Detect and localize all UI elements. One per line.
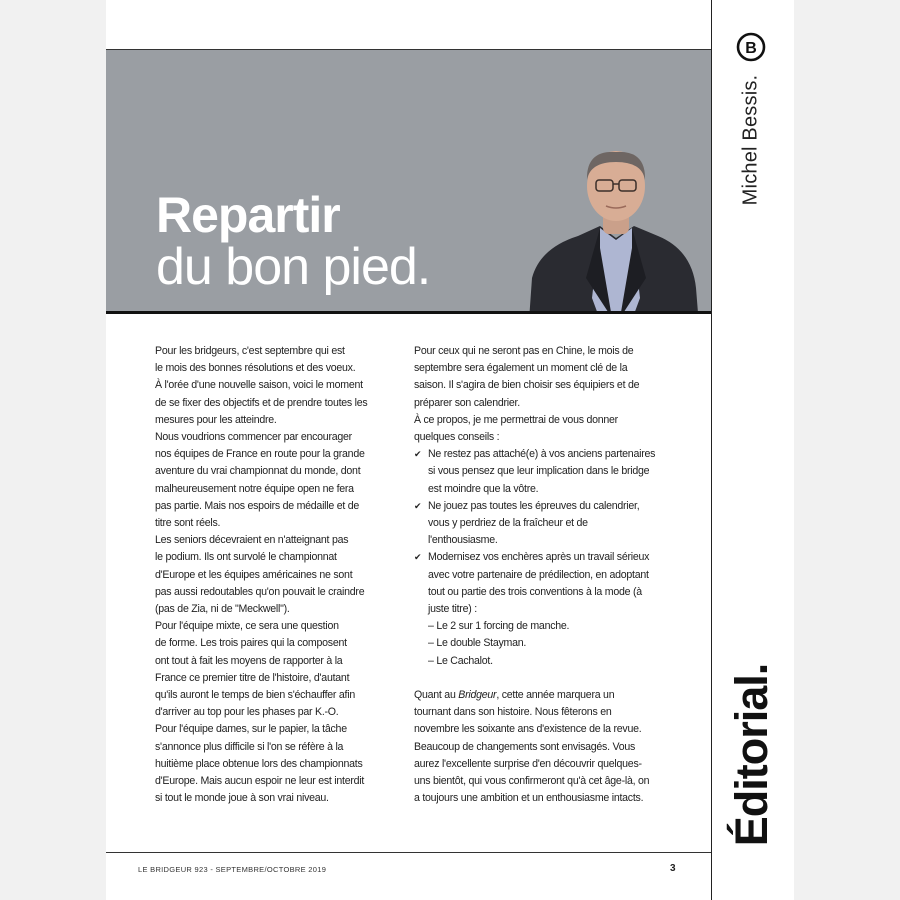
text-line: Pour les bridgeurs, c'est septembre qui est bbox=[155, 345, 345, 357]
advice-list bbox=[414, 446, 682, 618]
title-banner bbox=[106, 50, 711, 311]
advice-line: juste titre) : bbox=[428, 603, 477, 616]
page-number: 3 bbox=[670, 863, 676, 874]
author-logo-icon bbox=[736, 32, 766, 62]
text-line: a toujours une ambition et un enthousiasme intacts. bbox=[414, 792, 644, 805]
text-line: Pour ceux qui ne seront pas en Chine, le mois de bbox=[414, 345, 634, 357]
convention-item: – Le double Stayman. bbox=[428, 637, 527, 650]
text-line: s'annonce plus difficile si l'on se réfère à la bbox=[155, 740, 344, 753]
text-line: pas aussi redoutables qu'on pouvait le craindre bbox=[155, 585, 365, 598]
footer-publication: LE BRIDGEUR 923 - SEPTEMBRE/OCTOBRE 2019 bbox=[138, 865, 327, 874]
text-line: À ce propos, je me permettrai de vous donner bbox=[414, 413, 618, 426]
advice-line: Ne jouez pas toutes les épreuves du calendrier, bbox=[428, 499, 640, 512]
text-line: À l'orée d'une nouvelle saison, voici le moment bbox=[155, 379, 363, 392]
text-line: Beaucoup de changements sont envisagés. Vous bbox=[414, 740, 636, 753]
text-line: qu'ils auront le temps de bien s'échauffer afin bbox=[155, 689, 355, 702]
convention-item: – Le Cachalot. bbox=[428, 654, 493, 667]
text-line: huitième place obtenue lors des championnats bbox=[155, 757, 363, 770]
text-line: tournant dans son histoire. Nous fêterons en bbox=[414, 706, 612, 719]
closing-paragraph bbox=[414, 704, 682, 807]
banner-rule bbox=[106, 311, 711, 314]
advice-line: l'enthousiasme. bbox=[428, 534, 498, 547]
text-line: d'arriver au top pour les phases par K.-O. bbox=[155, 706, 339, 719]
text-line: préparer son calendrier. bbox=[414, 396, 520, 409]
advice-line: vous y perdriez de la fraîcheur et de bbox=[428, 517, 588, 530]
text-line: pas partie. Mais nos espoirs de médaille et de bbox=[155, 499, 360, 512]
text-line: aurez l'excellente surprise d'en découvrir quelques- bbox=[414, 757, 642, 770]
footer-rule bbox=[106, 852, 711, 853]
text-line: France ce premier titre de l'histoire, d'autant bbox=[155, 671, 350, 684]
text-line: nos équipes de France en route pour la grande bbox=[155, 448, 365, 461]
text-line: si tout le monde joue à son vrai niveau. bbox=[155, 792, 329, 805]
logo-letter: B bbox=[745, 40, 757, 57]
text-line: quelques conseils : bbox=[414, 431, 500, 444]
text-line: aventure du vrai championnat du monde, dont bbox=[155, 465, 361, 478]
author-name: Michel Bessis. bbox=[739, 74, 762, 206]
advice-item bbox=[414, 549, 682, 618]
text-line: le podium. Ils ont survolé le championnat bbox=[155, 551, 337, 564]
advice-item bbox=[414, 446, 682, 498]
text-line: (pas de Zia, ni de "Meckwell"). bbox=[155, 603, 290, 616]
text-line: mesures pour les atteindre. bbox=[155, 413, 277, 426]
text-line: d'Europe et les équipes américaines ne sont bbox=[155, 568, 353, 581]
advice-line: avec votre partenaire de prédilection, en adoptant bbox=[428, 568, 649, 581]
text-line: Les seniors décevraient en n'atteignant pas bbox=[155, 534, 349, 547]
sidebar-rule bbox=[711, 0, 712, 900]
checkmark-icon: ✔ bbox=[414, 552, 422, 563]
checkmark-icon: ✔ bbox=[414, 449, 422, 460]
advice-line: est moindre que la vôtre. bbox=[428, 482, 539, 495]
advice-line: si vous pensez que leur implication dans le bridge bbox=[428, 465, 650, 478]
text-line: ont tout à fait les moyens de rapporter à la bbox=[155, 654, 343, 667]
text-line: de forme. Les trois paires qui la composent bbox=[155, 637, 347, 650]
text-line: novembre les soixante ans d'existence de la revue. bbox=[414, 723, 642, 736]
magazine-name: Bridgeur bbox=[458, 689, 497, 702]
text-line: Pour l'équipe dames, sur le papier, la tâche bbox=[155, 723, 347, 736]
section-title: Éditorial. bbox=[726, 663, 777, 847]
advice-item bbox=[414, 498, 682, 550]
text-line: Pour l'équipe mixte, ce sera une question bbox=[155, 620, 339, 633]
text-line: saison. Il s'agira de bien choisir ses équipiers et de bbox=[414, 379, 640, 392]
convention-list bbox=[414, 618, 682, 670]
text-line: d'Europe. Mais aucun espoir ne leur est interdit bbox=[155, 775, 365, 788]
text-line: Nous voudrions commencer par encourager bbox=[155, 431, 352, 444]
left-text-column bbox=[155, 343, 395, 807]
title-bold: Repartir bbox=[156, 187, 340, 243]
advice-line: Ne restez pas attaché(e) à vos anciens partenaires bbox=[428, 448, 656, 461]
text-line: le mois des bonnes résolutions et des voeux. bbox=[155, 362, 356, 375]
text-line: titre sont réels. bbox=[155, 517, 221, 530]
text-line: septembre sera également un moment clé de la bbox=[414, 362, 628, 375]
convention-item: – Le 2 sur 1 forcing de manche. bbox=[428, 620, 570, 633]
right-text-column bbox=[414, 343, 682, 807]
advice-line: Modernisez vos enchères après un travail sérieux bbox=[428, 551, 650, 564]
text-line: malheureusement notre équipe open ne fera bbox=[155, 482, 354, 495]
checkmark-icon: ✔ bbox=[414, 500, 422, 511]
magazine-page bbox=[106, 0, 794, 900]
right-intro bbox=[414, 343, 682, 446]
text-line: de se fixer des objectifs et de prendre toutes les bbox=[155, 396, 368, 409]
text-line: uns bientôt, qui vous confirmeront qu'à cet âge-là, on bbox=[414, 775, 650, 788]
closing-first-line: Quant au Bridgeur, cette année marquera un bbox=[414, 689, 615, 702]
advice-line: tout ou partie des trois conventions à la mode (à bbox=[428, 585, 642, 598]
title-light: du bon pied. bbox=[156, 238, 431, 296]
author-portrait bbox=[516, 98, 711, 311]
